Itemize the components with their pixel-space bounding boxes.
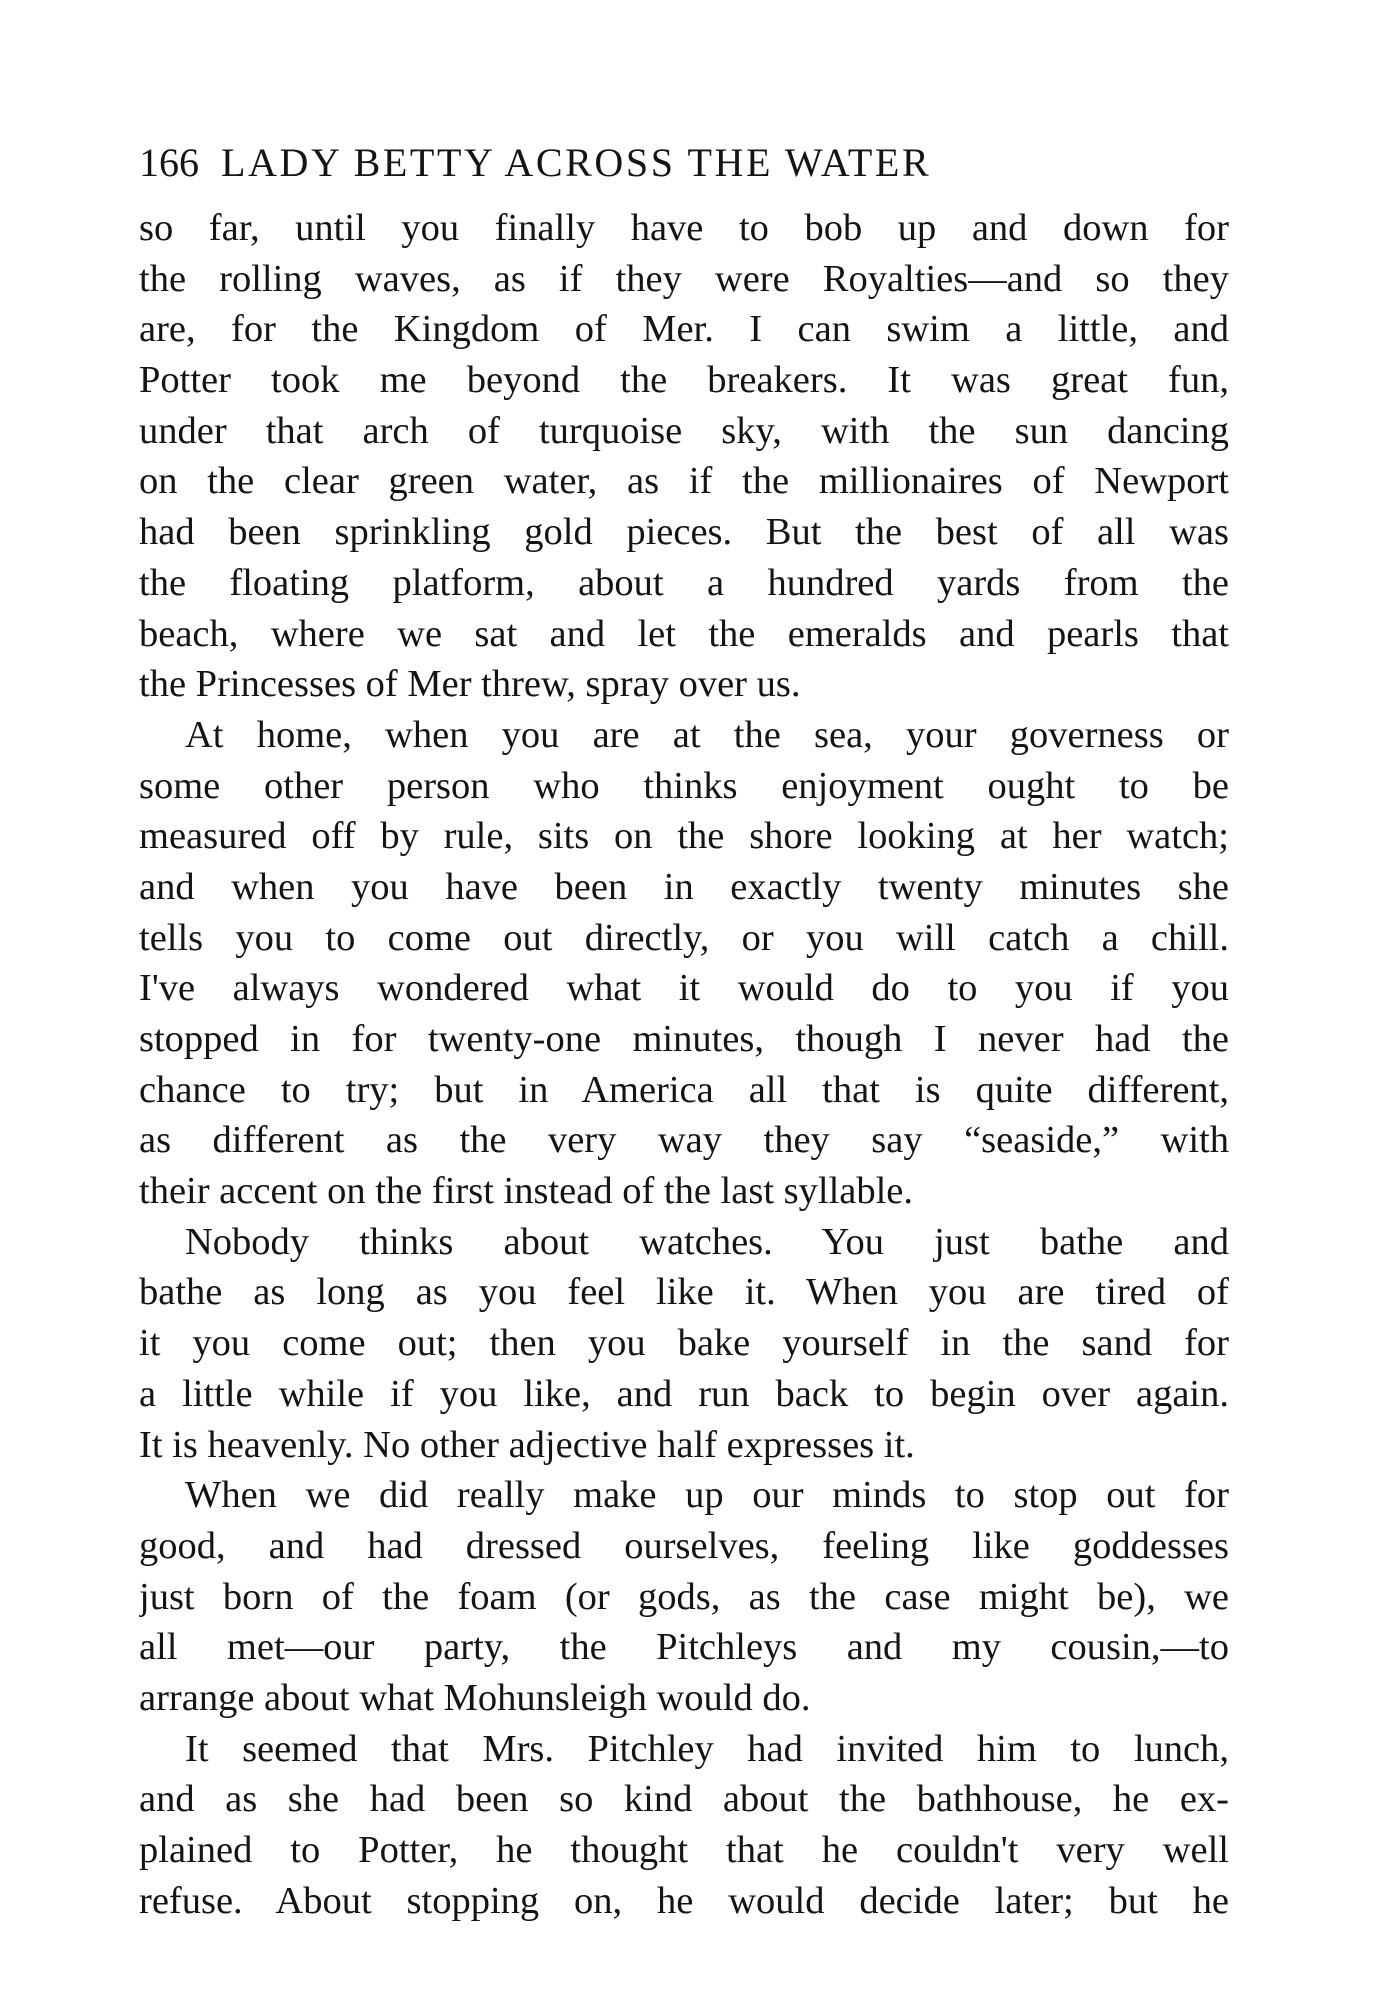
text-line: under that arch of turquoise sky, with the sun dancing bbox=[139, 409, 1229, 452]
text-line: their accent on the first instead of the last syllable. bbox=[139, 1170, 914, 1213]
text-line: the Princesses of Mer threw, spray over us. bbox=[139, 663, 801, 706]
text-line: it you come out; then you bake yourself in the sand for bbox=[139, 1322, 1229, 1365]
text-line: good, and had dressed ourselves, feeling like goddesses bbox=[139, 1524, 1229, 1567]
text-line: a little while if you like, and run back to begin over again. bbox=[139, 1372, 1229, 1415]
text-line: so far, until you finally have to bob up and down for bbox=[139, 207, 1229, 249]
text-line: refuse. About stopping on, he would decide later; but he bbox=[139, 1879, 1229, 1922]
text-line: When we did really make up our minds to stop out for bbox=[185, 1474, 1229, 1517]
text-line: are, for the Kingdom of Mer. I can swim a little, and bbox=[139, 308, 1229, 351]
text-line: some other person who thinks enjoyment ought to be bbox=[139, 764, 1229, 807]
text-line: tells you to come out directly, or you will catch a chill. bbox=[139, 916, 1229, 959]
text-line: At home, when you are at the sea, your governess or bbox=[185, 713, 1229, 756]
text-line: as different as the very way they say “seaside,” with bbox=[139, 1119, 1229, 1162]
paragraph bbox=[139, 710, 1229, 1217]
paragraph bbox=[139, 1217, 1229, 1470]
text-line: measured off by rule, sits on the shore looking at her watch; bbox=[139, 815, 1229, 858]
paragraph bbox=[139, 1724, 1229, 1927]
text-line: all met—our party, the Pitchleys and my cousin,—to bbox=[139, 1626, 1229, 1669]
text-line: plained to Potter, he thought that he couldn't very well bbox=[139, 1829, 1229, 1871]
text-line: stopped in for twenty-one minutes, though I never had the bbox=[139, 1018, 1229, 1060]
text-line: It seemed that Mrs. Pitchley had invited him to lunch, bbox=[185, 1727, 1229, 1770]
text-line: the rolling waves, as if they were Royalties—and so they bbox=[139, 257, 1229, 300]
text-line: just born of the foam (or gods, as the case might be), we bbox=[139, 1575, 1229, 1618]
text-line: It is heavenly. No other adjective half expresses it. bbox=[139, 1423, 915, 1466]
text-line: arrange about what Mohunsleigh would do. bbox=[139, 1676, 811, 1719]
paragraph bbox=[139, 1470, 1229, 1723]
text-line: had been sprinkling gold pieces. But the best of all was bbox=[139, 511, 1229, 554]
text-line: the floating platform, about a hundred yards from the bbox=[139, 561, 1229, 604]
body-text bbox=[139, 203, 1229, 1926]
page-number: 166 bbox=[139, 140, 199, 185]
text-line: chance to try; but in America all that is quite different, bbox=[139, 1068, 1229, 1111]
text-line: and as she had been so kind about the bathhouse, he ex- bbox=[139, 1778, 1229, 1821]
text-line: bathe as long as you feel like it. When you are tired of bbox=[139, 1271, 1229, 1314]
running-title: LADY BETTY ACROSS THE WATER bbox=[221, 140, 932, 185]
running-header bbox=[139, 138, 1239, 188]
text-line: and when you have been in exactly twenty minutes she bbox=[139, 865, 1229, 908]
paragraph bbox=[139, 203, 1229, 710]
text-line: beach, where we sat and let the emeralds and pearls that bbox=[139, 612, 1229, 655]
text-line: Nobody thinks about watches. You just bathe and bbox=[185, 1220, 1229, 1263]
text-line: on the clear green water, as if the millionaires of Newport bbox=[139, 460, 1229, 503]
text-line: Potter took me beyond the breakers. It was great fun, bbox=[139, 359, 1229, 402]
text-line: I've always wondered what it would do to you if you bbox=[139, 967, 1229, 1010]
